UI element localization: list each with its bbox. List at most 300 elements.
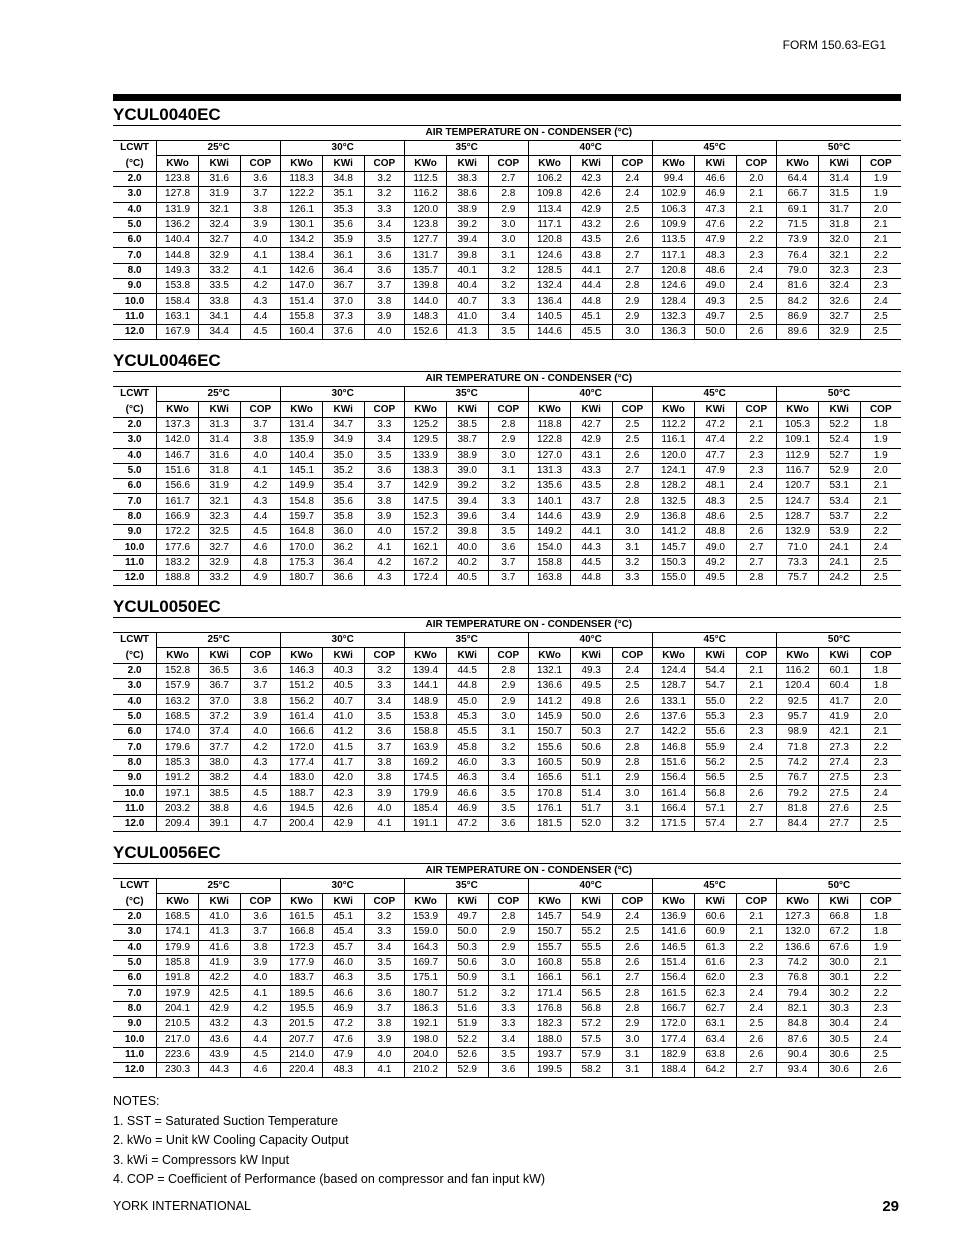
performance-table bbox=[113, 125, 901, 340]
value-cell: 35.2 bbox=[322, 463, 364, 478]
value-cell: 1.9 bbox=[860, 448, 901, 463]
temperature-label: 25°C bbox=[157, 633, 281, 648]
value-cell: 4.5 bbox=[240, 786, 281, 801]
value-cell: 155.0 bbox=[653, 570, 695, 585]
value-cell: 2.2 bbox=[736, 217, 777, 232]
value-cell: 191.2 bbox=[157, 771, 199, 786]
value-cell: 3.7 bbox=[240, 418, 281, 433]
value-cell: 3.0 bbox=[612, 786, 653, 801]
column-header-row bbox=[113, 648, 901, 664]
value-cell: 197.9 bbox=[157, 986, 199, 1001]
value-cell: 2.8 bbox=[612, 494, 653, 509]
value-cell: 156.4 bbox=[653, 771, 695, 786]
value-cell: 140.4 bbox=[157, 233, 199, 248]
value-cell: 4.3 bbox=[240, 294, 281, 309]
value-cell: 45.7 bbox=[322, 940, 364, 955]
value-cell: 122.8 bbox=[529, 433, 571, 448]
value-cell: 120.7 bbox=[777, 479, 819, 494]
value-cell: 57.1 bbox=[694, 801, 736, 816]
value-cell: 43.5 bbox=[570, 479, 612, 494]
value-cell: 3.5 bbox=[488, 324, 529, 339]
value-cell: 106.2 bbox=[529, 172, 571, 187]
value-cell: 2.5 bbox=[860, 555, 901, 570]
value-cell: 188.7 bbox=[281, 786, 323, 801]
value-cell: 3.5 bbox=[364, 971, 405, 986]
value-cell: 2.5 bbox=[612, 433, 653, 448]
value-cell: 141.2 bbox=[653, 525, 695, 540]
lcwt-cell: 2.0 bbox=[113, 172, 157, 187]
value-cell: 166.7 bbox=[653, 1001, 695, 1016]
model-title: YCUL0050EC bbox=[113, 597, 221, 616]
performance-table bbox=[113, 863, 901, 1078]
value-cell: 4.0 bbox=[240, 971, 281, 986]
value-cell: 2.1 bbox=[860, 233, 901, 248]
table-row bbox=[113, 418, 901, 433]
value-cell: 2.8 bbox=[488, 664, 529, 679]
value-cell: 34.9 bbox=[322, 433, 364, 448]
table-row bbox=[113, 309, 901, 324]
value-cell: 49.8 bbox=[570, 694, 612, 709]
value-cell: 144.0 bbox=[405, 294, 447, 309]
value-cell: 61.6 bbox=[694, 955, 736, 970]
value-cell: 3.7 bbox=[488, 570, 529, 585]
kwo-header: KWo bbox=[529, 648, 571, 664]
value-cell: 3.3 bbox=[364, 202, 405, 217]
lcwt-cell: 10.0 bbox=[113, 1032, 157, 1047]
value-cell: 31.7 bbox=[818, 202, 860, 217]
cop-header: COP bbox=[240, 402, 281, 418]
lcwt-cell: 3.0 bbox=[113, 433, 157, 448]
value-cell: 82.1 bbox=[777, 1001, 819, 1016]
value-cell: 120.4 bbox=[777, 679, 819, 694]
lcwt-cell: 9.0 bbox=[113, 279, 157, 294]
value-cell: 57.4 bbox=[694, 816, 736, 831]
value-cell: 84.2 bbox=[777, 294, 819, 309]
value-cell: 166.9 bbox=[157, 509, 199, 524]
value-cell: 48.6 bbox=[694, 509, 736, 524]
note-item: 2. kWo = Unit kW Cooling Capacity Output bbox=[113, 1133, 349, 1147]
value-cell: 36.5 bbox=[198, 664, 240, 679]
value-cell: 3.3 bbox=[488, 294, 529, 309]
lcwt-cell: 2.0 bbox=[113, 664, 157, 679]
value-cell: 163.8 bbox=[529, 570, 571, 585]
value-cell: 2.8 bbox=[736, 570, 777, 585]
value-cell: 128.5 bbox=[529, 263, 571, 278]
value-cell: 95.7 bbox=[777, 709, 819, 724]
table-row bbox=[113, 279, 901, 294]
cop-header: COP bbox=[240, 648, 281, 664]
value-cell: 4.2 bbox=[240, 479, 281, 494]
value-cell: 53.4 bbox=[818, 494, 860, 509]
value-cell: 188.8 bbox=[157, 570, 199, 585]
value-cell: 4.5 bbox=[240, 1047, 281, 1062]
cop-header: COP bbox=[488, 156, 529, 172]
value-cell: 48.3 bbox=[694, 494, 736, 509]
value-cell: 2.2 bbox=[860, 509, 901, 524]
value-cell: 4.4 bbox=[240, 771, 281, 786]
temperature-label: 30°C bbox=[281, 879, 405, 894]
cop-header: COP bbox=[736, 894, 777, 910]
lcwt-label: LCWT bbox=[120, 634, 150, 646]
value-cell: 159.7 bbox=[281, 509, 323, 524]
value-cell: 46.0 bbox=[322, 955, 364, 970]
lcwt-cell: 4.0 bbox=[113, 694, 157, 709]
value-cell: 116.7 bbox=[777, 463, 819, 478]
value-cell: 112.9 bbox=[777, 448, 819, 463]
value-cell: 135.7 bbox=[405, 263, 447, 278]
value-cell: 3.0 bbox=[612, 1032, 653, 1047]
value-cell: 76.7 bbox=[777, 771, 819, 786]
lcwt-cell: 10.0 bbox=[113, 294, 157, 309]
value-cell: 160.5 bbox=[529, 755, 571, 770]
table-row bbox=[113, 479, 901, 494]
value-cell: 117.1 bbox=[529, 217, 571, 232]
value-cell: 62.7 bbox=[694, 1001, 736, 1016]
table-row bbox=[113, 679, 901, 694]
value-cell: 33.5 bbox=[198, 279, 240, 294]
header-spacer bbox=[113, 126, 157, 141]
value-cell: 40.7 bbox=[446, 294, 488, 309]
value-cell: 118.3 bbox=[281, 172, 323, 187]
table-row bbox=[113, 172, 901, 187]
value-cell: 172.4 bbox=[405, 570, 447, 585]
value-cell: 42.2 bbox=[198, 971, 240, 986]
value-cell: 32.4 bbox=[198, 217, 240, 232]
lcwt-cell: 9.0 bbox=[113, 771, 157, 786]
value-cell: 45.1 bbox=[322, 910, 364, 925]
value-cell: 2.4 bbox=[736, 740, 777, 755]
value-cell: 161.4 bbox=[281, 709, 323, 724]
value-cell: 153.8 bbox=[405, 709, 447, 724]
value-cell: 177.9 bbox=[281, 955, 323, 970]
value-cell: 37.0 bbox=[322, 294, 364, 309]
value-cell: 38.2 bbox=[198, 771, 240, 786]
value-cell: 140.5 bbox=[529, 309, 571, 324]
value-cell: 98.9 bbox=[777, 725, 819, 740]
value-cell: 2.7 bbox=[736, 555, 777, 570]
value-cell: 42.9 bbox=[322, 816, 364, 831]
value-cell: 49.7 bbox=[694, 309, 736, 324]
value-cell: 198.0 bbox=[405, 1032, 447, 1047]
value-cell: 2.3 bbox=[860, 1001, 901, 1016]
value-cell: 203.2 bbox=[157, 801, 199, 816]
value-cell: 124.6 bbox=[653, 279, 695, 294]
value-cell: 172.0 bbox=[281, 740, 323, 755]
value-cell: 4.0 bbox=[240, 448, 281, 463]
kwi-header: KWi bbox=[570, 402, 612, 418]
cop-header: COP bbox=[612, 156, 653, 172]
value-cell: 144.8 bbox=[157, 248, 199, 263]
value-cell: 34.1 bbox=[198, 309, 240, 324]
kwi-header: KWi bbox=[818, 402, 860, 418]
value-cell: 3.9 bbox=[240, 217, 281, 232]
value-cell: 105.3 bbox=[777, 418, 819, 433]
value-cell: 31.6 bbox=[198, 172, 240, 187]
value-cell: 27.4 bbox=[818, 755, 860, 770]
value-cell: 61.3 bbox=[694, 940, 736, 955]
temperature-label: 45°C bbox=[653, 879, 777, 894]
header-rule bbox=[113, 94, 901, 101]
lcwt-label: LCWT bbox=[120, 388, 150, 400]
value-cell: 3.8 bbox=[240, 694, 281, 709]
value-cell: 132.3 bbox=[653, 309, 695, 324]
table-row bbox=[113, 263, 901, 278]
value-cell: 38.8 bbox=[198, 801, 240, 816]
kwi-header: KWi bbox=[446, 894, 488, 910]
footer-company: YORK INTERNATIONAL bbox=[113, 1199, 251, 1213]
value-cell: 55.5 bbox=[570, 940, 612, 955]
value-cell: 2.6 bbox=[612, 448, 653, 463]
value-cell: 109.9 bbox=[653, 217, 695, 232]
value-cell: 154.0 bbox=[529, 540, 571, 555]
lcwt-cell: 10.0 bbox=[113, 786, 157, 801]
value-cell: 136.2 bbox=[157, 217, 199, 232]
value-cell: 153.8 bbox=[157, 279, 199, 294]
value-cell: 120.0 bbox=[405, 202, 447, 217]
value-cell: 27.5 bbox=[818, 786, 860, 801]
value-cell: 2.3 bbox=[736, 248, 777, 263]
value-cell: 37.7 bbox=[198, 740, 240, 755]
value-cell: 42.7 bbox=[570, 418, 612, 433]
cop-header: COP bbox=[736, 648, 777, 664]
value-cell: 56.5 bbox=[694, 771, 736, 786]
value-cell: 32.1 bbox=[818, 248, 860, 263]
value-cell: 128.7 bbox=[777, 509, 819, 524]
cop-header: COP bbox=[736, 402, 777, 418]
value-cell: 2.2 bbox=[736, 233, 777, 248]
value-cell: 2.7 bbox=[736, 816, 777, 831]
value-cell: 192.1 bbox=[405, 1017, 447, 1032]
value-cell: 3.7 bbox=[364, 740, 405, 755]
value-cell: 84.4 bbox=[777, 816, 819, 831]
value-cell: 62.0 bbox=[694, 971, 736, 986]
value-cell: 179.6 bbox=[157, 740, 199, 755]
value-cell: 47.7 bbox=[694, 448, 736, 463]
value-cell: 2.5 bbox=[736, 771, 777, 786]
kwo-header: KWo bbox=[281, 648, 323, 664]
value-cell: 40.7 bbox=[322, 694, 364, 709]
value-cell: 50.3 bbox=[570, 725, 612, 740]
value-cell: 42.6 bbox=[570, 187, 612, 202]
value-cell: 3.0 bbox=[488, 217, 529, 232]
value-cell: 3.1 bbox=[488, 971, 529, 986]
value-cell: 2.1 bbox=[736, 202, 777, 217]
value-cell: 3.4 bbox=[364, 940, 405, 955]
value-cell: 32.0 bbox=[818, 233, 860, 248]
value-cell: 51.1 bbox=[570, 771, 612, 786]
value-cell: 49.3 bbox=[570, 664, 612, 679]
value-cell: 2.7 bbox=[488, 172, 529, 187]
value-cell: 2.5 bbox=[736, 755, 777, 770]
value-cell: 2.4 bbox=[736, 279, 777, 294]
value-cell: 46.0 bbox=[446, 755, 488, 770]
value-cell: 31.9 bbox=[198, 479, 240, 494]
value-cell: 197.1 bbox=[157, 786, 199, 801]
note-item: 3. kWi = Compressors kW Input bbox=[113, 1152, 290, 1167]
value-cell: 130.1 bbox=[281, 217, 323, 232]
value-cell: 2.8 bbox=[612, 740, 653, 755]
value-cell: 3.6 bbox=[488, 816, 529, 831]
value-cell: 2.8 bbox=[488, 418, 529, 433]
value-cell: 63.4 bbox=[694, 1032, 736, 1047]
value-cell: 32.9 bbox=[198, 555, 240, 570]
value-cell: 41.9 bbox=[198, 955, 240, 970]
value-cell: 45.4 bbox=[322, 925, 364, 940]
value-cell: 135.9 bbox=[281, 433, 323, 448]
value-cell: 185.8 bbox=[157, 955, 199, 970]
value-cell: 41.7 bbox=[818, 694, 860, 709]
value-cell: 2.3 bbox=[736, 463, 777, 478]
value-cell: 32.1 bbox=[198, 494, 240, 509]
kwi-header: KWi bbox=[198, 894, 240, 910]
lcwt-cell: 12.0 bbox=[113, 324, 157, 339]
value-cell: 36.4 bbox=[322, 263, 364, 278]
value-cell: 32.4 bbox=[818, 279, 860, 294]
value-cell: 155.8 bbox=[281, 309, 323, 324]
value-cell: 31.5 bbox=[818, 187, 860, 202]
value-cell: 38.3 bbox=[446, 172, 488, 187]
value-cell: 76.4 bbox=[777, 248, 819, 263]
table-row bbox=[113, 1032, 901, 1047]
table-row bbox=[113, 1001, 901, 1016]
header-spacer bbox=[113, 372, 157, 387]
value-cell: 3.2 bbox=[488, 279, 529, 294]
page-number: 29 bbox=[882, 1198, 899, 1215]
kwi-header: KWi bbox=[694, 894, 736, 910]
kwi-header: KWi bbox=[818, 894, 860, 910]
value-cell: 3.2 bbox=[612, 816, 653, 831]
value-cell: 3.6 bbox=[364, 725, 405, 740]
value-cell: 36.7 bbox=[198, 679, 240, 694]
table-row bbox=[113, 925, 901, 940]
value-cell: 3.9 bbox=[364, 309, 405, 324]
value-cell: 167.2 bbox=[405, 555, 447, 570]
value-cell: 153.9 bbox=[405, 910, 447, 925]
value-cell: 50.3 bbox=[446, 940, 488, 955]
table-section bbox=[113, 105, 901, 340]
value-cell: 3.9 bbox=[364, 786, 405, 801]
value-cell: 181.5 bbox=[529, 816, 571, 831]
value-cell: 3.0 bbox=[488, 233, 529, 248]
value-cell: 3.4 bbox=[488, 771, 529, 786]
value-cell: 155.6 bbox=[529, 740, 571, 755]
value-cell: 149.9 bbox=[281, 479, 323, 494]
value-cell: 51.9 bbox=[446, 1017, 488, 1032]
value-cell: 40.2 bbox=[446, 555, 488, 570]
value-cell: 3.0 bbox=[488, 709, 529, 724]
table-row bbox=[113, 217, 901, 232]
value-cell: 63.1 bbox=[694, 1017, 736, 1032]
value-cell: 164.8 bbox=[281, 525, 323, 540]
value-cell: 3.7 bbox=[364, 479, 405, 494]
value-cell: 4.0 bbox=[364, 525, 405, 540]
value-cell: 41.0 bbox=[322, 709, 364, 724]
value-cell: 38.9 bbox=[446, 202, 488, 217]
value-cell: 204.1 bbox=[157, 1001, 199, 1016]
value-cell: 47.6 bbox=[322, 1032, 364, 1047]
value-cell: 55.6 bbox=[694, 725, 736, 740]
value-cell: 32.9 bbox=[198, 248, 240, 263]
table-row bbox=[113, 986, 901, 1001]
value-cell: 2.8 bbox=[488, 187, 529, 202]
temperature-label: 35°C bbox=[405, 141, 529, 156]
value-cell: 79.4 bbox=[777, 986, 819, 1001]
value-cell: 3.1 bbox=[612, 540, 653, 555]
table-section bbox=[113, 351, 901, 586]
value-cell: 81.6 bbox=[777, 279, 819, 294]
kwo-header: KWo bbox=[157, 402, 199, 418]
lcwt-cell: 12.0 bbox=[113, 570, 157, 585]
table-row bbox=[113, 1017, 901, 1032]
value-cell: 1.8 bbox=[860, 925, 901, 940]
value-cell: 49.3 bbox=[694, 294, 736, 309]
value-cell: 46.9 bbox=[446, 801, 488, 816]
value-cell: 163.1 bbox=[157, 309, 199, 324]
value-cell: 149.2 bbox=[529, 525, 571, 540]
kwi-header: KWi bbox=[198, 402, 240, 418]
value-cell: 132.0 bbox=[777, 925, 819, 940]
value-cell: 2.3 bbox=[736, 448, 777, 463]
model-title: YCUL0040EC bbox=[113, 105, 221, 124]
value-cell: 163.9 bbox=[405, 740, 447, 755]
value-cell: 138.3 bbox=[405, 463, 447, 478]
value-cell: 120.0 bbox=[653, 448, 695, 463]
lcwt-cell: 5.0 bbox=[113, 709, 157, 724]
lcwt-cell: 7.0 bbox=[113, 740, 157, 755]
value-cell: 171.5 bbox=[653, 816, 695, 831]
cop-header: COP bbox=[364, 648, 405, 664]
value-cell: 4.2 bbox=[240, 1001, 281, 1016]
air-temp-label: AIR TEMPERATURE ON - CONDENSER (°C) bbox=[157, 126, 901, 141]
value-cell: 3.0 bbox=[488, 448, 529, 463]
value-cell: 160.8 bbox=[529, 955, 571, 970]
value-cell: 3.2 bbox=[364, 187, 405, 202]
value-cell: 47.6 bbox=[694, 217, 736, 232]
value-cell: 50.9 bbox=[570, 755, 612, 770]
value-cell: 131.7 bbox=[405, 248, 447, 263]
value-cell: 1.9 bbox=[860, 940, 901, 955]
value-cell: 3.1 bbox=[488, 248, 529, 263]
value-cell: 2.3 bbox=[736, 725, 777, 740]
value-cell: 50.6 bbox=[446, 955, 488, 970]
value-cell: 63.8 bbox=[694, 1047, 736, 1062]
value-cell: 148.9 bbox=[405, 694, 447, 709]
kwo-header: KWo bbox=[281, 156, 323, 172]
form-number: FORM 150.63-EG1 bbox=[782, 38, 886, 52]
value-cell: 3.4 bbox=[488, 509, 529, 524]
value-cell: 35.8 bbox=[322, 509, 364, 524]
value-cell: 152.8 bbox=[157, 664, 199, 679]
table-row bbox=[113, 816, 901, 831]
temperature-label: 40°C bbox=[529, 387, 653, 402]
value-cell: 47.2 bbox=[446, 816, 488, 831]
value-cell: 2.1 bbox=[736, 418, 777, 433]
lcwt-label: LCWT bbox=[120, 880, 150, 892]
kwo-header: KWo bbox=[529, 894, 571, 910]
value-cell: 127.7 bbox=[405, 233, 447, 248]
kwi-header: KWi bbox=[694, 402, 736, 418]
value-cell: 54.9 bbox=[570, 910, 612, 925]
value-cell: 176.1 bbox=[529, 801, 571, 816]
value-cell: 2.9 bbox=[612, 309, 653, 324]
note-item: 4. COP = Coefficient of Performance (based on compressor and fan input kW) bbox=[113, 1172, 546, 1186]
value-cell: 53.9 bbox=[818, 525, 860, 540]
value-cell: 36.1 bbox=[322, 248, 364, 263]
value-cell: 131.4 bbox=[281, 418, 323, 433]
value-cell: 150.7 bbox=[529, 925, 571, 940]
value-cell: 64.2 bbox=[694, 1062, 736, 1077]
value-cell: 39.4 bbox=[446, 233, 488, 248]
